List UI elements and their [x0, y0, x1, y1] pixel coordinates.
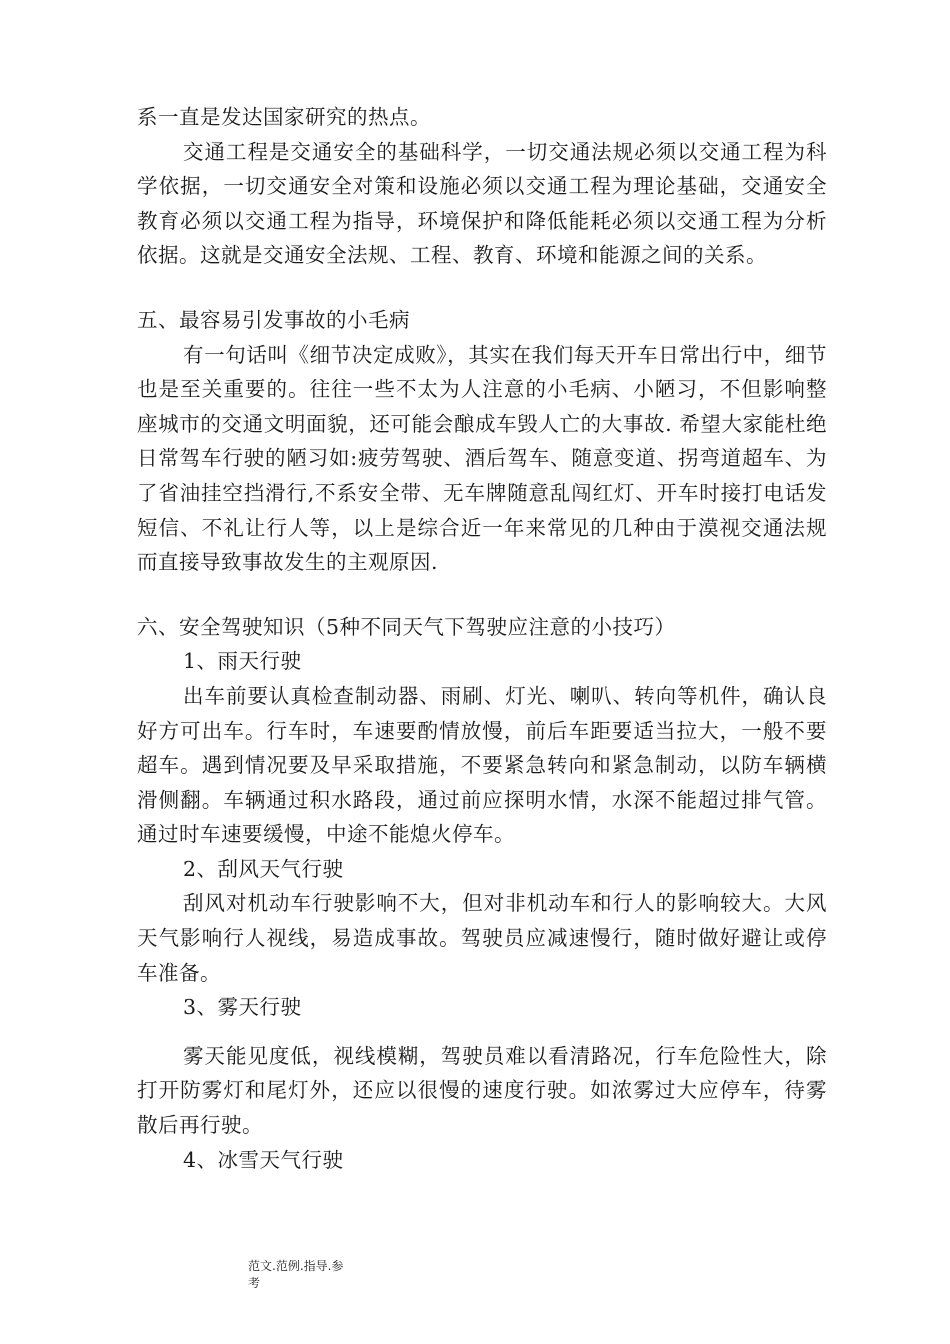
section-5-heading: 五、最容易引发事故的小毛病	[137, 307, 410, 332]
paragraph-intro-end: 系一直是发达国家研究的热点。	[137, 105, 431, 129]
item-1-heading: 1、雨天行驶	[183, 649, 302, 674]
section-6-heading: 六、安全驾驶知识（5种不同天气下驾驶应注意的小技巧）	[137, 614, 676, 639]
page-footer	[248, 1258, 368, 1292]
item-3-paragraph: 雾天能见度低，视线模糊，驾驶员难以看清路况，行车危险性大，除打开防雾灯和尾灯外，还应以很慢的速度行驶。如浓雾过大应停车，待雾散后再行驶。	[137, 1043, 827, 1138]
item-2-heading: 2、刮风天气行驶	[183, 856, 344, 881]
document-page	[137, 100, 827, 1177]
item-spacer	[137, 1025, 827, 1039]
section-spacer	[137, 580, 827, 610]
footer-line-2: 考	[248, 1276, 261, 1290]
item-2-paragraph: 刮风对机动车行驶影响不大，但对非机动车和行人的影响较大。大风天气影响行人视线，易造成事故。驾驶员应减速慢行，随时做好避让或停车准备。	[137, 891, 827, 985]
section-spacer	[137, 273, 827, 303]
item-4-heading: 4、冰雪天气行驶	[183, 1147, 344, 1172]
paragraph-engineering: 交通工程是交通安全的基础科学，一切交通法规必须以交通工程为科学依据，一切交通安全对策和设施必须以交通工程为理论基础，交通安全教育必须以交通工程为指导，环境保护和降低能耗必须以交通工程为分析依据。这就是交通安全法规、工程、教育、环境和能源之间的关系。	[137, 139, 827, 268]
item-3-heading: 3、雾天行驶	[183, 995, 302, 1020]
footer-line-1: 范文.范例.指导.参	[248, 1259, 344, 1273]
item-1-paragraph: 出车前要认真检查制动器、雨刷、灯光、喇叭、转向等机件，确认良好方可出车。行车时，车速要酌情放慢，前后车距要适当拉大，一般不要超车。遇到情况要及早采取措施，不要紧急转向和紧急制动，以防车辆横滑侧翻。车辆通过积水路段，通过前应探明水情，水深不能超过排气管。通过时车速要缓慢，中途不能熄火停车。	[137, 683, 827, 847]
section-5-paragraph: 有一句话叫《细节决定成败》，其实在我们每天开车日常出行中，细节也是至关重要的。往往一些不太为人注意的小毛病、小陋习，不但影响整座城市的交通文明面貌，还可能会酿成车毁人亡的大事故. 希望大家能杜绝日常驾车行驶的陋习如:疲劳驾驶、酒后驾车、随意变道、拐弯道超车、为了省油挂空挡滑行,不系安全带、无车牌随意乱闯红灯、开车时接打电话发短信、不礼让行人等，以上是综合近一年来常见的几种由于漠视交通法规而直接导致事故发生的主观原因.	[137, 342, 827, 575]
